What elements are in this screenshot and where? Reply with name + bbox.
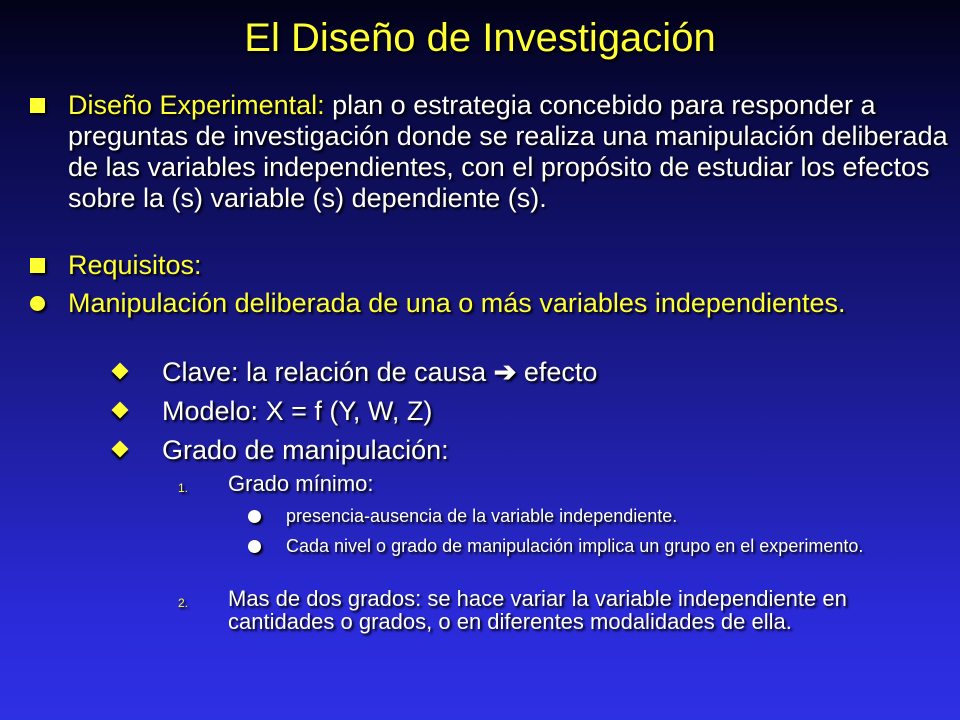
requisitos-label: Requisitos: <box>68 250 202 280</box>
square-bullet-icon <box>30 258 45 273</box>
clave-text-a: Clave: la relación de causa <box>162 357 494 387</box>
manipulacion-text: Manipulación deliberada de una o más variables independientes. <box>68 288 846 318</box>
diseno-label: Diseño Experimental: <box>68 90 325 120</box>
bullet-clave <box>162 357 942 388</box>
circle-bullet-icon <box>248 540 261 553</box>
item-number: 2. <box>178 596 189 610</box>
bullet-requisitos <box>68 250 948 281</box>
diamond-bullet-icon <box>112 441 129 458</box>
bullet-diseno-experimental <box>68 90 948 214</box>
cada-nivel-text: Cada nivel o grado de manipulación implica un grupo en el experimento. <box>286 536 864 556</box>
bullet-manipulacion <box>68 288 948 319</box>
diamond-bullet-icon <box>112 363 129 380</box>
modelo-label: Modelo: <box>162 396 266 426</box>
diamond-bullet-icon <box>112 402 129 419</box>
diseno-text: plan o estrategia concebido para responder a preguntas de investigación donde se realiza una manipulación deliberada de las variables independientes, con el propósito de estudiar los efectos sobre la (s) variable (s) dependiente (s). <box>68 90 948 213</box>
grado-minimo-text: Grado mínimo: <box>228 471 374 496</box>
item-number: 1. <box>178 481 189 495</box>
presencia-text: presencia-ausencia de la variable independiente. <box>286 506 678 526</box>
clave-text-b: efecto <box>516 357 598 387</box>
bullet-presencia <box>286 506 926 527</box>
bullet-cada-nivel <box>286 536 926 557</box>
circle-bullet-icon <box>30 296 45 311</box>
mas-de-dos-text: Mas de dos grados: se hace variar la variable independiente en cantidades o grados, o en diferentes modalidades de ella. <box>228 586 847 634</box>
bullet-modelo <box>162 396 942 427</box>
circle-bullet-icon <box>248 510 261 523</box>
square-bullet-icon <box>30 98 45 113</box>
right-arrow-icon: ➔ <box>493 357 517 387</box>
numbered-item-grado-minimo <box>178 471 928 496</box>
numbered-item-mas-de-dos <box>178 586 928 634</box>
grado-text: Grado de manipulación: <box>162 435 449 465</box>
bullet-grado <box>162 435 942 466</box>
slide-title: El Diseño de Investigación <box>244 16 716 60</box>
modelo-formula: X = f (Y, W, Z) <box>265 396 433 426</box>
